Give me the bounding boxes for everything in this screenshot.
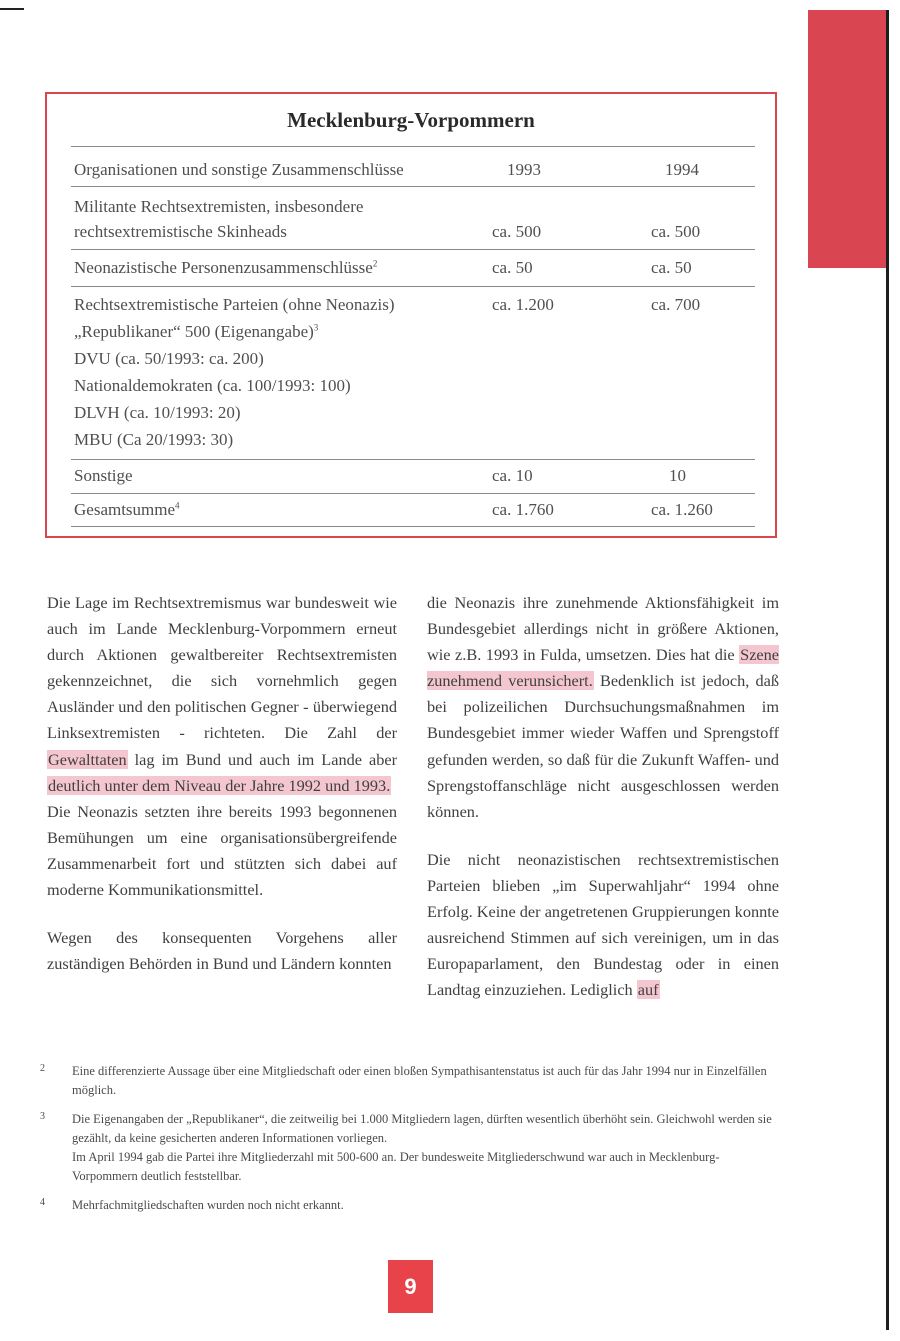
parties-1993: ca. 1.200 — [492, 295, 554, 314]
paragraph-violence: Die Lage im Rechtsextremismus war bundesweit wie auch im Lande Mecklenburg-Vorpommern erneut durch Aktionen gewaltbereiter Rechtsextremisten gekennzeichnet, die sich vornehmlich gegen Ausländer und den politischen Gegner - überwiegend Linksextremisten - richteten. Die Zahl der Gewalttaten lag im Bund und auch im Lande aber deutlich unter dem Niveau der Jahre 1992 und 1993. — [47, 593, 397, 795]
footnotes — [40, 1062, 780, 1225]
paragraph-neonazis: Die Neonazis setzten ihre bereits 1993 begonnenen Bemühungen um eine organisationsübergreifende Zusammenarbeit fort und stützten sich dabei auf moderne Kommunikationsmittel. — [47, 801, 397, 900]
page-number: 9 — [388, 1260, 433, 1313]
footnote-mark: 3 — [40, 1111, 45, 1122]
footnote-2 — [40, 1062, 780, 1100]
footnote-text: Eine differenzierte Aussage über eine Mitgliedschaft oder einen bloßen Sympathisantenstatus ist auch für das Jahr 1994 nur in Einzelfällen möglich. — [72, 1064, 767, 1097]
corner-crop-mark — [0, 8, 24, 10]
footnote-ref: 3 — [313, 322, 319, 333]
paragraph-parties: Die nicht neonazistischen rechtsextremistischen Parteien blieben „im Superwahljahr“ 1994 ohne Erfolg. Keine der angetretenen Gruppierungen konnte ausreichend Stimmen auf sich vereinigen, um in das Europaparlament, den Bundestag oder in einen Landtag einzuziehen. Lediglich auf — [427, 849, 779, 1000]
table-rule — [71, 459, 755, 460]
page-edge — [886, 10, 889, 1330]
table-rule — [71, 249, 755, 250]
table-rule — [71, 526, 755, 527]
table-rule — [71, 186, 755, 187]
footnote-ref: 2 — [372, 258, 378, 269]
neonazi-1993: ca. 50 — [492, 258, 533, 277]
dvu-line: DVU (ca. 50/1993: ca. 200) — [74, 349, 264, 368]
dlvh-line: DLVH (ca. 10/1993: 20) — [74, 403, 241, 422]
parties-1994: ca. 700 — [651, 295, 701, 314]
parties-label: Rechtsextremistische Parteien (ohne Neonazis) — [74, 295, 395, 314]
highlight-auf: auf — [637, 980, 659, 1000]
neonazi-1994: ca. 50 — [651, 258, 692, 277]
paragraph-actions: die Neonazis ihre zunehmende Aktionsfähigkeit im Bundesgebiet allerdings nicht in größere Aktionen, wie z.B. 1993 in Fulda, umsetzen. Dies hat die Szene zunehmend verunsichert. Bedenklich ist jedoch, daß bei polizeilichen Durchsuchungsmaßnahmen im Bundesgebiet immer wieder Waffen und Sprengstoff gefunden werden, so daß für die Zukunft Waffen- und Sprengstoffanschläge nicht ausgeschlossen werden können. — [427, 593, 780, 821]
total-1993: ca. 1.760 — [492, 500, 554, 519]
footnote-mark: 4 — [40, 1197, 45, 1208]
footnote-text: Mehrfachmitgliedschaften wurden noch nicht erkannt. — [72, 1198, 344, 1212]
neonazi-row-label: Neonazistische Personenzusammenschlüsse$^2$ — [74, 258, 378, 277]
total-1994: ca. 1.260 — [651, 500, 713, 519]
footnote-4 — [40, 1196, 780, 1215]
table-title: Mecklenburg-Vorpommern — [287, 108, 535, 132]
table-rule — [71, 493, 755, 494]
footnote-text: Im April 1994 gab die Partei ihre Mitgliederzahl mit 500-600 an. Der bundesweite Mitgliederschwund war auch in Mecklenburg-Vorpommern deutlich feststellbar. — [72, 1150, 720, 1183]
header-label: Organisationen und sonstige Zusammenschlüsse — [74, 160, 404, 179]
total-label: Gesamtsumme$^4$ — [74, 500, 180, 519]
highlight-gewalttaten: Gewalttaten — [48, 749, 127, 769]
header-1994: 1994 — [665, 160, 699, 179]
body-column-left — [47, 590, 397, 977]
chapter-tab — [808, 10, 888, 268]
npd-line: Nationaldemokraten (ca. 100/1993: 100) — [74, 376, 351, 395]
highlight-szene: Szene zunehmend verunsichert. — [427, 645, 780, 691]
membership-table — [45, 92, 777, 538]
table-rule — [71, 146, 755, 147]
table-rule — [71, 286, 755, 287]
militant-1993: ca. 500 — [492, 222, 542, 241]
footnote-ref: 4 — [175, 500, 180, 511]
footnote-3 — [40, 1110, 780, 1186]
footnote-text: Die Eigenangaben der „Republikaner“, die zeitweilig bei 1.000 Mitgliedern lagen, dürften wesentlich überhöht sein. Gleichwohl werden sie gezählt, da keine gesicherten anderen Informationen vorliegen. — [72, 1112, 772, 1145]
body-column-right — [427, 590, 779, 1003]
highlight-niveau: deutlich unter dem Niveau der Jahre 1992 und 1993. — [48, 775, 391, 795]
paragraph-authorities: Wegen des konsequenten Vorgehens aller zuständigen Behörden in Bund und Ländern konnten — [47, 928, 397, 974]
sonstige-1994: 10 — [669, 466, 686, 485]
militant-1994: ca. 500 — [651, 222, 701, 241]
militant-label-line2: rechtsextremistische Skinheads — [74, 222, 287, 241]
sonstige-label: Sonstige — [74, 466, 133, 485]
sonstige-1993: ca. 10 — [492, 466, 533, 485]
republikaner-line: „Republikaner“ 500 (Eigenangabe)$^3$ — [74, 322, 319, 341]
mbu-line: MBU (Ca 20/1993: 30) — [74, 430, 234, 449]
footnote-mark: 2 — [40, 1063, 45, 1074]
militant-label-line1: Militante Rechtsextremisten, insbesondere — [74, 197, 364, 216]
header-1993: 1993 — [507, 160, 541, 179]
